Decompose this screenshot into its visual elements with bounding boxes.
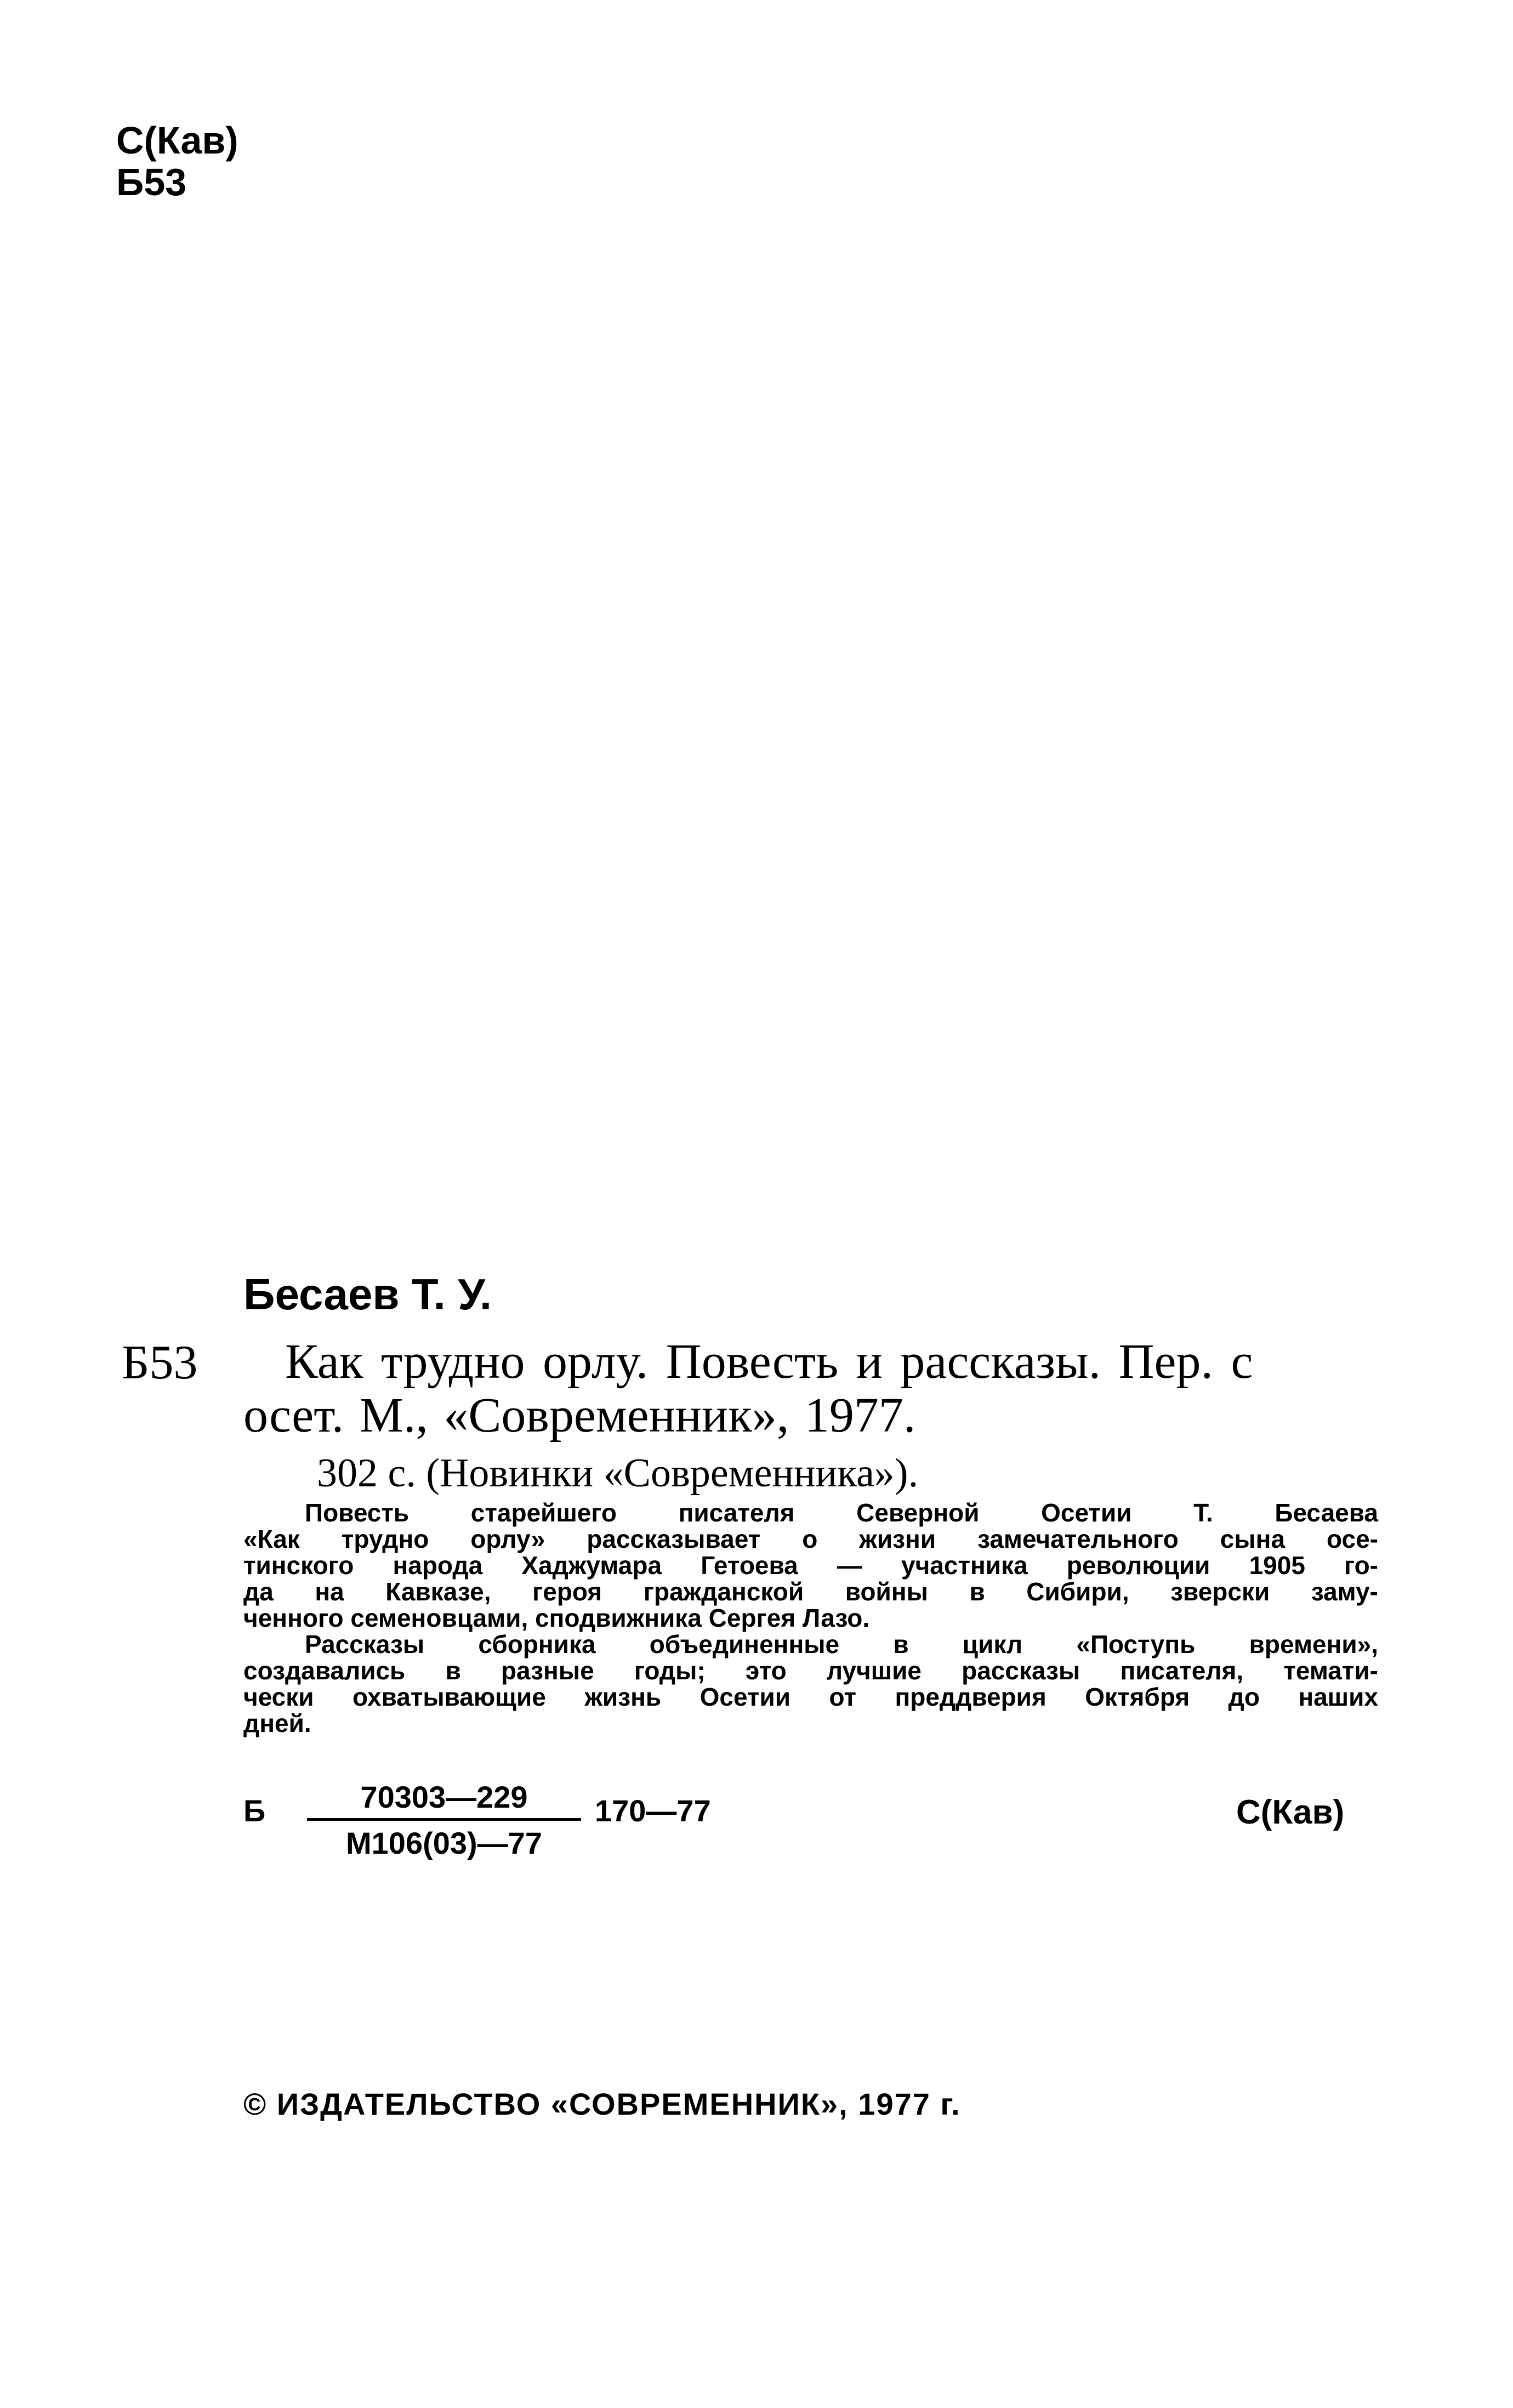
- catalog-code-index: Б53: [116, 161, 187, 203]
- annotation: [243, 1500, 1378, 1736]
- annotation-line: Повесть старейшего писателя Северной Осетии Т. Бесаева: [305, 1498, 1378, 1527]
- catalog-code-class: С(Кав): [116, 119, 238, 162]
- bibliographic-letter: Б: [243, 1793, 266, 1828]
- annotation-line: тинского народа Хаджумара Гетоева — участника революции 1905 го-: [243, 1551, 1378, 1580]
- annotation-line: чески охватывающие жизнь Осетии от преддверия Октября до наших: [243, 1683, 1378, 1711]
- copyright-line: © ИЗДАТЕЛЬСТВО «СОВРЕМЕННИК», 1977 г.: [243, 2087, 961, 2121]
- page-count-series: 302 с. (Новинки «Современника»).: [317, 1451, 919, 1496]
- annotation-line: создавались в разные годы; это лучшие рассказы писателя, темати-: [243, 1656, 1378, 1685]
- author-index: Б53: [122, 1336, 198, 1389]
- annotation-line: Рассказы сборника объединенные в цикл «Поступь времени»,: [305, 1630, 1378, 1659]
- bibliographic-classification: С(Кав): [1236, 1793, 1345, 1831]
- title-line-1: Как трудно орлу. Повесть и рассказы. Пер. с: [285, 1334, 1253, 1389]
- bibliographic-fraction: [307, 1779, 581, 1861]
- title-line-2: осет. М., «Современник», 1977.: [243, 1388, 916, 1442]
- annotation-line: ченного семеновцами, сподвижника Сергея Лазо.: [243, 1604, 870, 1632]
- author-name: Бесаев Т. У.: [243, 1270, 492, 1319]
- catalog-code: [116, 120, 238, 203]
- bibliographic-denominator: М106(03)—77: [346, 1826, 542, 1860]
- annotation-line: да на Кавказе, героя гражданской войны в Сибири, зверски заму-: [243, 1577, 1378, 1606]
- annotation-line: «Как трудно орлу» рассказывает о жизни замечательного сына осе-: [243, 1525, 1378, 1553]
- annotation-line: дней.: [243, 1709, 311, 1737]
- bibliographic-numerator: 70303—229: [307, 1779, 581, 1821]
- bibliographic-suffix: 170—77: [595, 1793, 711, 1828]
